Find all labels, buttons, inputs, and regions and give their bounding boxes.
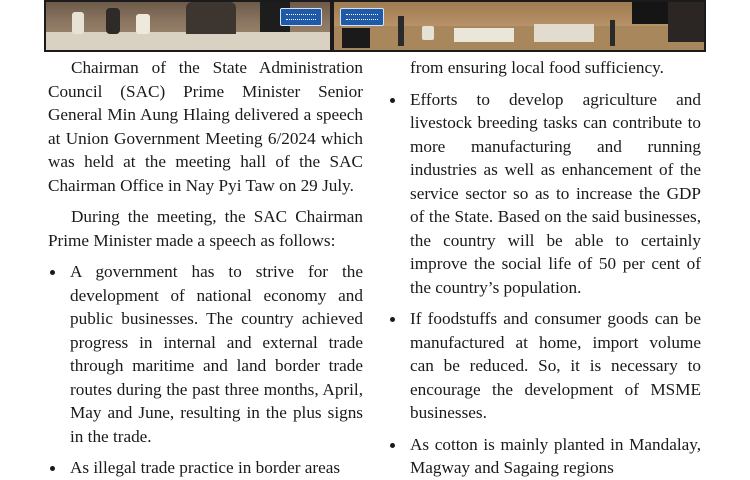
list-item (388, 433, 701, 480)
microphone-icon (398, 16, 404, 46)
person-silhouette (186, 2, 236, 34)
cup-icon (422, 26, 434, 40)
article-paragraph: During the meeting, the SAC Chairman Prime Minister made a speech as follows: (48, 207, 363, 250)
bullet-list (48, 260, 363, 480)
name-plaque (280, 8, 322, 26)
name-plaque (340, 8, 384, 26)
article-continuation: from ensuring local food sufficiency. (410, 58, 664, 77)
monitor-icon (342, 28, 370, 48)
meeting-photo-left (46, 2, 330, 50)
bullet-icon (390, 98, 395, 103)
bullet-icon (390, 443, 395, 448)
list-item (48, 260, 363, 448)
document-icon (534, 24, 594, 42)
cup-icon (136, 14, 150, 34)
table-surface (46, 32, 330, 50)
bullet-icon (390, 317, 395, 322)
microphone-icon (610, 20, 615, 46)
cup-icon (106, 8, 120, 34)
list-item (388, 88, 701, 300)
meeting-photo-right (334, 2, 704, 50)
list-item-text: As illegal trade practice in border areas (70, 458, 341, 477)
bullet-icon (50, 270, 55, 275)
table-surface (334, 26, 704, 50)
list-item-text: As cotton is mainly planted in Mandalay, Magway and Sagaing regions (410, 434, 701, 477)
list-item (388, 307, 701, 425)
document-icon (454, 28, 514, 42)
bullet-list (388, 88, 701, 480)
list-item-text: A government has to strive for the development of national economy and public businesses. The country achieved progress in internal and external trade through maritime and land border trade routes during the past three months, April, May and June, resulting in the plus signs in the trade. (70, 262, 363, 446)
chair-icon (668, 2, 704, 42)
article-paragraph: Chairman of the State Administration Council (SAC) Prime Minister Senior General Min Aung Hlaing delivered a speech at Union Government Meeting 6/2024 which was held at the meeting hall of the SAC Chairman Office in Nay Pyi Taw on 29 July. (48, 58, 363, 195)
cup-icon (72, 12, 84, 34)
bullet-icon (50, 466, 55, 471)
article-column-right (388, 56, 701, 480)
news-photo-strip (44, 0, 706, 52)
article-column-left (48, 56, 363, 480)
list-item-text: If foodstuffs and consumer goods can be manufactured at home, import volume can be reduced. So, it is necessary to encourage the development of MSME businesses. (410, 309, 701, 422)
list-item-text: Efforts to develop agriculture and livestock breeding tasks can contribute to more manufacturing and running industries as well as enhancement of the service sector so as to increase the GDP of the State. Based on the said businesses, the country will be able to certainly improve the social life of 50 per cent of the country’s population. (410, 89, 701, 297)
